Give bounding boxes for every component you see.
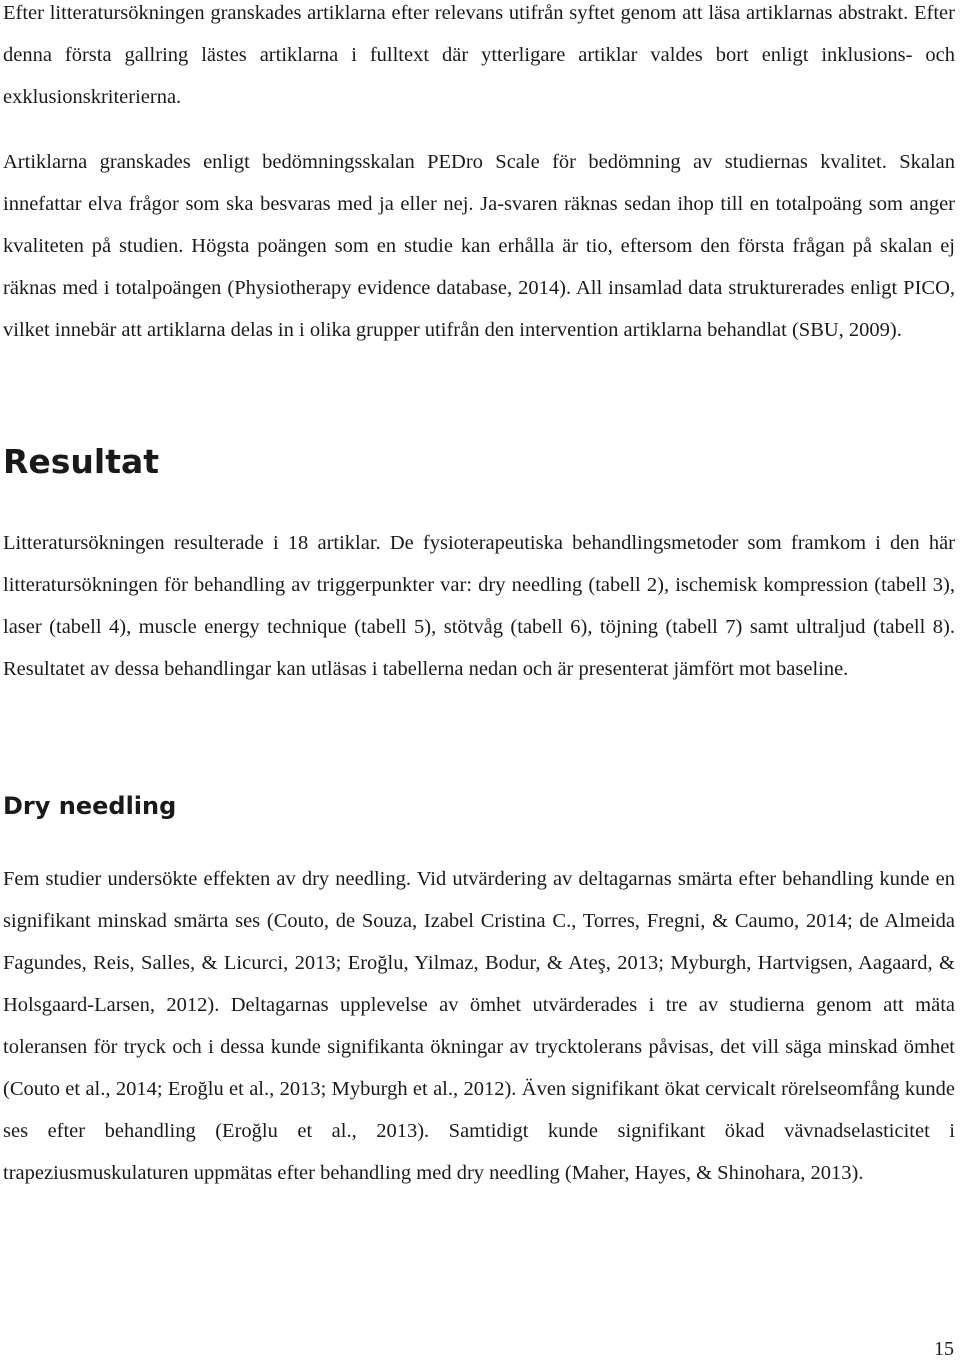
- paragraph-results-overview: Litteratursökningen resulterade i 18 artiklar. De fysioterapeutiska behandlingsmetoder som framkom i den här litteratursökningen för behandling av triggerpunkter var: dry needling (tabell 2), ischemisk kompression (tabell 3), laser (tabell 4), muscle energy technique (tabell 5), stötvåg (tabell 6), töjning (tabell 7) samt ultraljud (tabell 8). Resultatet av dessa behandlingar kan utläsas i tabellerna nedan och är presenterat jämfört mot baseline.: [3, 532, 955, 680]
- heading-resultat: Resultat: [3, 442, 160, 481]
- paragraph-pedro-scale: Artiklarna granskades enligt bedömningsskalan PEDro Scale för bedömning av studiernas kvalitet. Skalan innefattar elva frågor som ska besvaras med ja eller nej. Ja-svaren räknas sedan ihop till en totalpoäng som anger kvaliteten på studien. Högsta poängen som en studie kan erhålla är tio, eftersom den första frågan på skalan ej räknas med i totalpoängen (Physiotherapy evidence database, 2014). All insamlad data strukturerades enligt PICO, vilket innebär att artiklarna delas in i olika grupper utifrån den intervention artiklarna behandlat (SBU, 2009).: [3, 151, 955, 341]
- paragraph-article-screening: Efter litteratursökningen granskades artiklarna efter relevans utifrån syftet genom att läsa artiklarnas abstrakt. Efter denna första gallring lästes artiklarna i fulltext där ytterligare artiklar valdes bort enligt inklusions- och exklusionskriterierna.: [3, 2, 955, 108]
- page-number: 15: [934, 1338, 954, 1360]
- heading-dry-needling: Dry needling: [3, 792, 177, 820]
- paragraph-dry-needling: Fem studier undersökte effekten av dry needling. Vid utvärdering av deltagarnas smärta efter behandling kunde en signifikant minskad smärta ses (Couto, de Souza, Izabel Cristina C., Torres, Fregni, & Caumo, 2014; de Almeida Fagundes, Reis, Salles, & Licurci, 2013; Eroğlu, Yilmaz, Bodur, & Ateş, 2013; Myburgh, Hartvigsen, Aagaard, & Holsgaard-Larsen, 2012). Deltagarnas upplevelse av ömhet utvärderades i tre av studierna genom att mäta toleransen för tryck och i dessa kunde signifikanta ökningar av trycktolerans påvisas, det vill säga minskad ömhet (Couto et al., 2014; Eroğlu et al., 2013; Myburgh et al., 2012). Även signifikant ökat cervicalt rörelseomfång kunde ses efter behandling (Eroğlu et al., 2013). Samtidigt kunde signifikant ökad vävnadselasticitet i trapeziusmuskulaturen uppmätas efter behandling med dry needling (Maher, Hayes, & Shinohara, 2013).: [3, 868, 955, 1184]
